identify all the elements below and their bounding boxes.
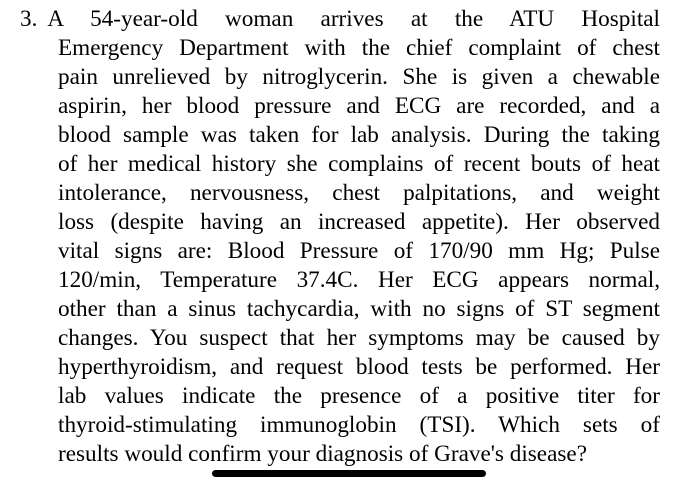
scroll-handle[interactable] [212,470,486,477]
question-line: other than a sinus tachycardia, with no signs of ST segment [58,296,660,322]
question-line: intolerance, nervousness, chest palpitations, and weight [58,180,660,206]
question-line: of her medical history she complains of recent bouts of heat [58,151,660,177]
question-line: pain unrelieved by nitroglycerin. She is given a chewable [58,64,660,90]
question-line: aspirin, her blood pressure and ECG are recorded, and a [58,93,660,119]
question-line: blood sample was taken for lab analysis. During the taking [58,122,660,148]
question-line [20,5,660,34]
question-line: thyroid-stimulating immunoglobin (TSI). Which sets of [58,412,660,438]
question-line: Emergency Department with the chief complaint of chest [58,35,660,61]
question-line: results would confirm your diagnosis of Grave's disease? [58,441,587,467]
question-block [20,5,660,469]
question-text: A 54-year-old woman arrives at the ATU Hospital [47,6,660,32]
question-line: loss (despite having an increased appetite). Her observed [58,209,660,235]
question-line: changes. You suspect that her symptoms may be caused by [58,325,660,351]
question-line: vital signs are: Blood Pressure of 170/90 mm Hg; Pulse [58,238,660,264]
question-line: 120/min, Temperature 37.4C. Her ECG appears normal, [58,267,660,293]
question-line: hyperthyroidism, and request blood tests be performed. Her [58,354,660,380]
question-number: 3. [20,6,38,32]
question-line: lab values indicate the presence of a positive titer for [58,383,660,409]
